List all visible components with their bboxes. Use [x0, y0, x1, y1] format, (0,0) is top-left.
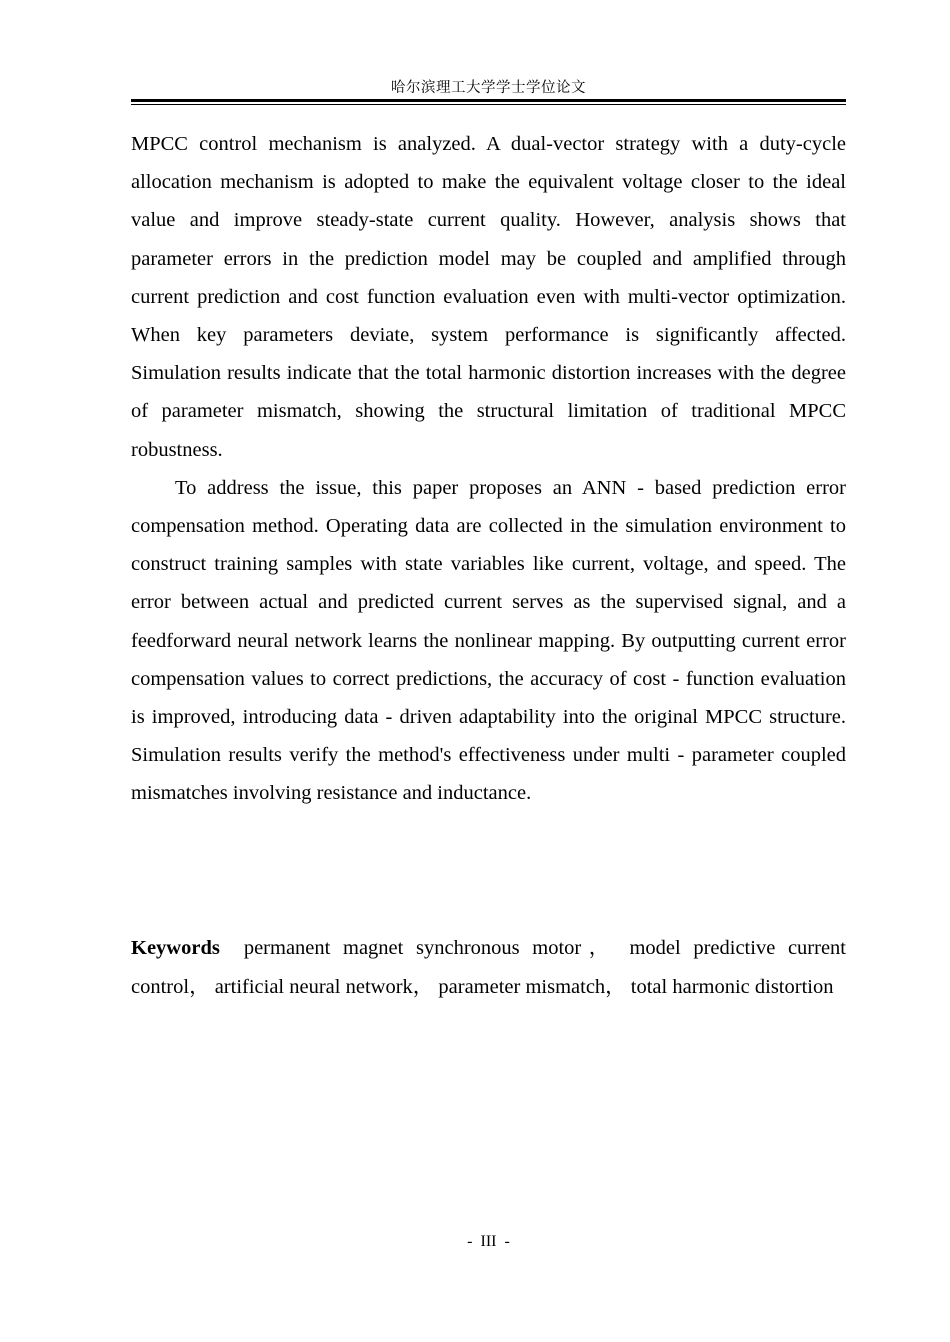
running-header: 哈尔滨理工大学学士学位论文 [391, 80, 586, 96]
keywords-section [131, 929, 846, 1006]
abstract-body [131, 125, 846, 813]
abstract-paragraph: To address the issue, this paper proposes an ANN - based prediction error compensation method. Operating data are collected in the simulation environment to construct training samples with state variables like current, voltage, and speed. The error between actual and predicted current serves as the supervised signal, and a feedforward neural network learns the nonlinear mapping. By outputting current error compensation values to correct predictions, the accuracy of cost - function evaluation is improved, introducing data - driven adaptability into the original MPCC structure. Simulation results verify the method's effectiveness under multi - parameter coupled mismatches involving resistance and inductance. [131, 476, 846, 805]
header-rule-thick [131, 99, 846, 102]
keywords-label: Keywords [131, 937, 220, 959]
page-number: - III - [467, 1233, 510, 1250]
abstract-paragraph-continued: MPCC control mechanism is analyzed. A dual-vector strategy with a duty-cycle allocation mechanism is adopted to make the equivalent voltage closer to the ideal value and improve steady-state current quality. However, analysis shows that parameter errors in the prediction model may be coupled and amplified through current prediction and cost function evaluation even with multi-vector optimization. When key parameters deviate, system performance is significantly affected. Simulation results indicate that the total harmonic distortion increases with the degree of parameter mismatch, showing the structural limitation of traditional MPCC robustness. [131, 133, 846, 461]
header-rule-thin [131, 104, 846, 105]
keywords-text: permanent magnet synchronous motor， model predictive current control， artificial neural network， parameter mismatch， total harmonic distortion [131, 937, 846, 998]
